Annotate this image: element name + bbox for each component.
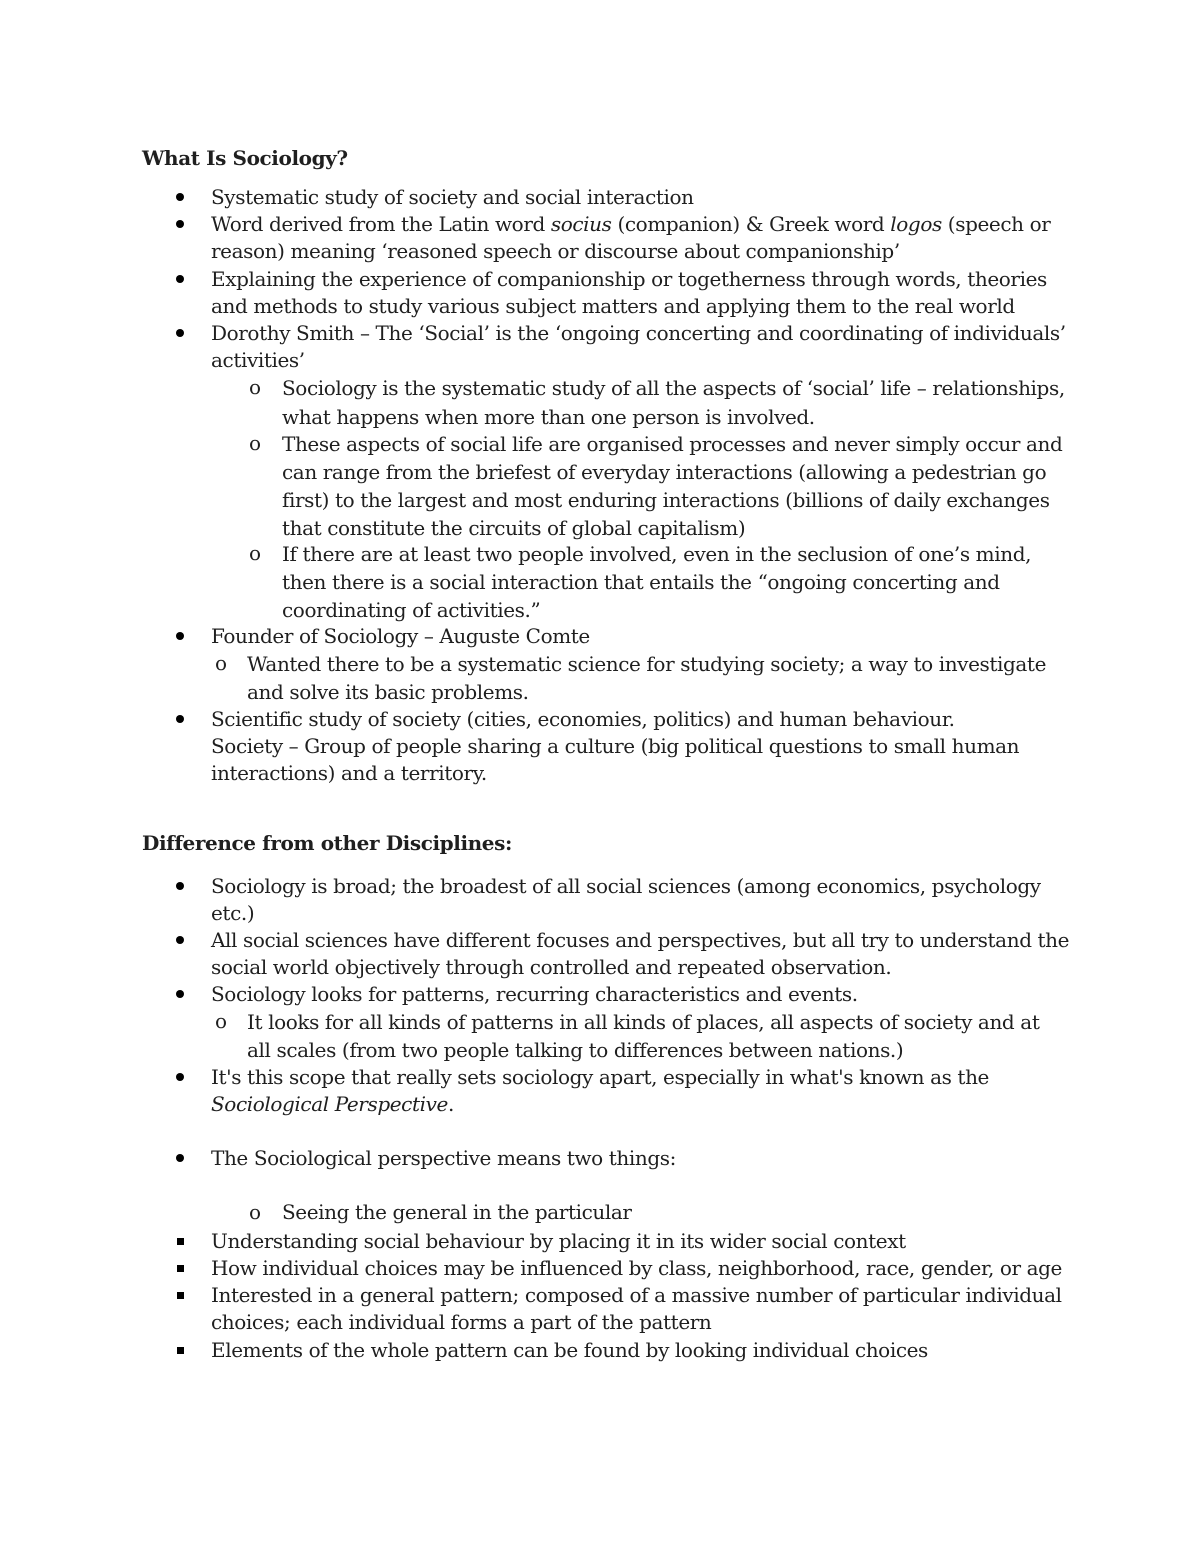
sub-bullet-icon: o	[249, 375, 261, 399]
italic-term: logos	[890, 212, 942, 236]
square-bullet-icon	[177, 1238, 184, 1245]
bullet-icon	[176, 275, 184, 283]
sub-list-item-text: These aspects of social life are organised processes and never simply occur and can range from the briefest of everyday interactions (allowing a pedestrian go first) to the largest and most enduring interactions (billions of daily exchanges that constitute the circuits of global capitalism)	[282, 432, 1063, 540]
list-item-text	[211, 706, 1071, 787]
list-item-text: Founder of Sociology – Auguste Comte	[211, 624, 590, 648]
list-item-text: It's this scope that really sets sociology apart, especially in what's known as the Sociological Perspective.	[211, 1065, 989, 1116]
heading-text: What Is Sociology?	[142, 146, 348, 170]
sub-bullet-icon: o	[215, 651, 227, 675]
list-item-text: How individual choices may be influenced by class, neighborhood, race, gender, or age	[211, 1256, 1062, 1280]
sub-list-item-text: It looks for all kinds of patterns in all kinds of places, all aspects of society and at all scales (from two people talking to differences between nations.)	[247, 1010, 1040, 1062]
sub-list-item-text: Wanted there to be a systematic science for studying society; a way to investigate and solve its basic problems.	[247, 652, 1047, 704]
list-item-text: Systematic study of society and social interaction	[211, 185, 694, 209]
list-item-text: Understanding social behaviour by placing it in its wider social context	[211, 1229, 906, 1253]
bullet-icon	[176, 220, 184, 228]
list-item-text: Sociology is broad; the broadest of all social sciences (among economics, psychology etc.)	[211, 874, 1041, 925]
bullet-icon	[176, 990, 184, 998]
bullet-icon	[176, 1073, 184, 1081]
list-item-text: All social sciences have different focuses and perspectives, but all try to understand the social world objectively through controlled and repeated observation.	[211, 928, 1070, 979]
sub-list-item-text: Seeing the general in the particular	[282, 1200, 632, 1224]
bullet-icon	[176, 193, 184, 201]
sub-list-item-text: Sociology is the systematic study of all the aspects of ‘social’ life – relationships, what happens when more than one person is involved.	[282, 376, 1065, 429]
sub-bullet-icon: o	[249, 431, 261, 455]
square-bullet-icon	[177, 1347, 184, 1354]
list-item-text: Word derived from the Latin word socius (companion) & Greek word logos (speech or reason) meaning ‘reasoned speech or discourse about companionship’	[211, 212, 1051, 263]
sub-bullet-icon: o	[215, 1009, 227, 1033]
square-bullet-icon	[177, 1292, 184, 1299]
bullet-icon	[176, 936, 184, 944]
bullet-icon	[176, 1154, 184, 1162]
sub-list-item-text: If there are at least two people involved, even in the seclusion of one’s mind, then there is a social interaction that entails the “ongoing concerting and coordinating of activities.”	[282, 542, 1032, 622]
list-item-text: Elements of the whole pattern can be found by looking individual choices	[211, 1338, 928, 1362]
square-bullet-icon	[177, 1265, 184, 1272]
bullet-icon	[176, 715, 184, 723]
bullet-icon	[176, 632, 184, 640]
sub-bullet-icon: o	[249, 1200, 261, 1224]
italic-term: socius	[550, 212, 612, 236]
heading-text: Difference from other Disciplines:	[142, 831, 512, 855]
italic-term: Sociological Perspective	[211, 1092, 448, 1116]
bullet-icon	[176, 882, 184, 890]
sub-bullet-icon: o	[249, 541, 261, 565]
list-item-text: Sociology looks for patterns, recurring characteristics and events.	[211, 982, 858, 1006]
list-item-text: Explaining the experience of companionship or togetherness through words, theories and methods to study various subject matters and applying them to the real world	[211, 267, 1047, 318]
list-item-text: Dorothy Smith – The ‘Social’ is the ‘ongoing concerting and coordinating of individuals’ activities’	[211, 321, 1066, 372]
list-item-text: Interested in a general pattern; composed of a massive number of particular individual choices; each individual forms a part of the pattern	[211, 1283, 1062, 1334]
bullet-icon	[176, 329, 184, 337]
list-item-line: Scientific study of society (cities, economies, politics) and human behaviour.	[211, 707, 955, 731]
list-item-line: Society – Group of people sharing a culture (big political questions to small human interactions) and a territory.	[211, 734, 1020, 785]
list-item-text: The Sociological perspective means two things:	[211, 1146, 676, 1170]
